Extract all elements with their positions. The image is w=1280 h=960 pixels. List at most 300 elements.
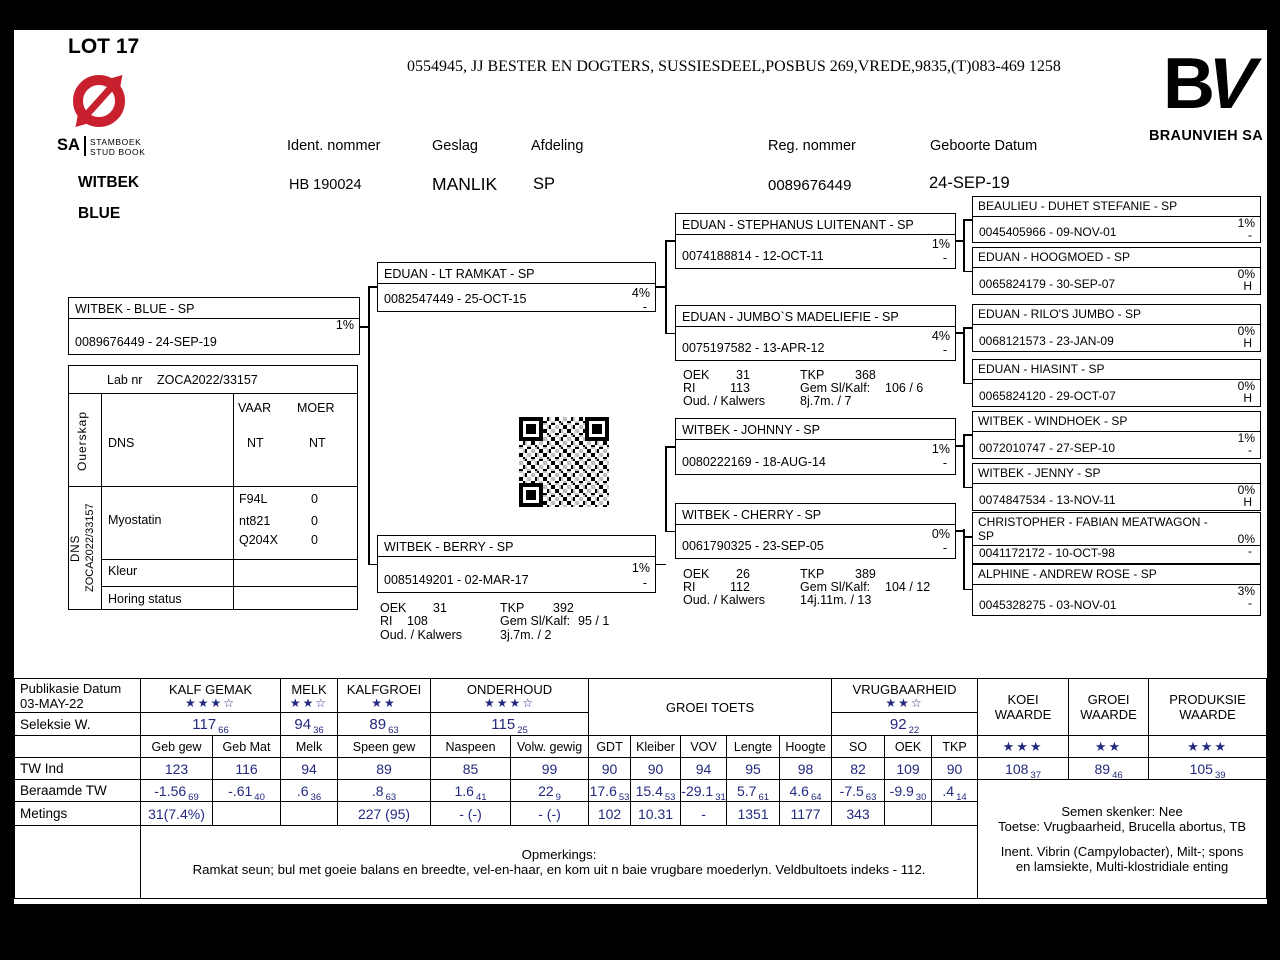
ancestor-name: CHRISTOPHER - FABIAN MEATWAGON - SP [973,513,1260,546]
myostatin-value: 0 [311,514,318,528]
tw-index-value: 98 [780,758,832,780]
measurement-value: - (-) [511,802,589,826]
geslag-label: Geslag [432,138,478,154]
trait-header: Melk [281,736,338,758]
inbreeding-pct: 1% [931,237,950,251]
ebv-value: .4 [942,782,955,799]
ri-label: RI [683,580,696,594]
ebv-value: 1.6 [454,782,474,799]
sire-name: EDUAN - LT RAMKAT - SP [378,263,655,284]
inbreeding-pct: 0% [1237,267,1255,281]
empty-cell [15,826,141,899]
ancestor-reg: 0045405966 - 09-NOV-01 [979,225,1117,239]
ri-value: 113 [730,381,750,395]
oud-kalwers-value: 3j.7m. / 2 [500,628,552,642]
ebv-cell [338,780,431,802]
horn-status: - [642,576,647,590]
horn-status: H [1243,495,1252,509]
oek-label: OEK [380,601,407,615]
accuracy: 9 [555,791,561,802]
gem-sl-kalf-value: 95 / 1 [578,614,610,628]
ebv-value: .6 [296,782,309,799]
lab-dna-box [68,365,358,610]
measurement-value [885,802,932,826]
ebv-cell [681,780,727,802]
star-rating: ★★☆ [289,695,329,710]
ancestor-name: WITBEK - CHERRY - SP [676,504,955,525]
seleksie-value [281,713,338,736]
tkp-label: TKP [800,368,825,382]
oud-kalwers-label: Oud. / Kalwers [683,394,765,408]
pedigree-connector-line [963,536,972,538]
qr-code [519,417,609,507]
horn-status: - [942,541,947,555]
ebv-cell [589,780,631,802]
geslag-value: MANLIK [432,174,498,194]
seleksie-value [431,713,589,736]
horing-status-label: Horing status [108,592,182,606]
oud-kalwers-label: Oud. / Kalwers [683,593,765,607]
measurement-value: 1177 [780,802,832,826]
gem-sl-kalf-label: Gem Sl/Kalf: [500,614,571,628]
animal-name-line2: BLUE [78,205,121,222]
horn-status: - [1248,596,1252,610]
oek-label: OEK [683,368,710,382]
inbreeding-pct: 1% [931,442,950,456]
geboorte-datum-value: 24-SEP-19 [929,174,1010,192]
qr-finder-icon [585,417,609,441]
pedigree-connector-line [963,434,965,488]
pedigree-box-dam [377,535,656,593]
ri-label: RI [683,381,696,395]
ancestor-reg: 0041172172 - 10-OCT-98 [979,546,1115,560]
star-rating: ★★★ [1149,736,1267,758]
ebv-cell [780,780,832,802]
ancestor-name: EDUAN - HIASINT - SP [973,360,1260,380]
index-value: 117 [192,715,217,733]
accuracy: 37 [1030,769,1042,780]
ebv-cell [281,780,338,802]
metings-label: Metings [15,802,141,826]
trait-header: Naspeen [431,736,511,758]
afdeling-value: SP [533,175,556,193]
accuracy: 63 [385,791,397,802]
ancestor-name: EDUAN - RILO'S JUMBO - SP [973,305,1260,325]
qr-finder-icon [519,483,543,507]
dns-row-label: DNS [108,436,135,450]
waarde-index [978,758,1069,780]
measurement-value: - [681,802,727,826]
tkp-value: 368 [855,368,876,382]
ancestor-reg: 0075197582 - 13-APR-12 [682,341,825,355]
pedigree-box-gen3 [675,305,956,361]
pedigree-connector-line [665,531,675,533]
horn-status: - [942,456,947,470]
trait-header: GDT [589,736,631,758]
trait-header: OEK [885,736,932,758]
horn-status: - [1248,544,1252,558]
oek-value: 26 [736,567,750,581]
horn-status: H [1243,279,1252,293]
myostatin-label: Myostatin [108,513,162,527]
horn-status: - [942,251,947,265]
pedigree-connector-line [665,446,675,448]
inbreeding-pct: 3% [1237,584,1255,598]
seleksie-value [338,713,431,736]
tw-index-value: 94 [281,758,338,780]
accuracy: 64 [810,791,822,802]
index-value: 92 [889,715,907,733]
group-vrugbaarheid [832,679,978,713]
breeder-contact-line: 0554945, JJ BESTER EN DOGTERS, SUSSIESDEEL,POSBUS 269,VREDE,9835,(T)083-469 1258 [407,58,1061,75]
dns-moer-value: NT [309,436,326,450]
pedigree-box-gen4 [972,463,1261,511]
trait-header: SO [832,736,885,758]
ebv-value: 4.6 [789,782,809,799]
waarde-index [1149,758,1267,780]
accuracy: 69 [188,791,199,802]
ancestor-name: EDUAN - HOOGMOED - SP [973,248,1260,268]
accuracy: 40 [254,791,265,802]
animal-reg: 0089676449 - 24-SEP-19 [75,335,217,349]
measurement-value: 227 (95) [338,802,431,826]
geboorte-datum-label: Geboorte Datum [930,138,1038,154]
ebv-value: 5.7 [737,782,757,799]
ebv-cell [511,780,589,802]
ancestor-reg: 0072010747 - 27-SEP-10 [979,441,1116,455]
tw-index-value: 123 [141,758,213,780]
reg-nommer-label: Reg. nommer [768,138,856,154]
trait-header: Geb gew [141,736,213,758]
pedigree-connector-line [368,286,377,288]
accuracy: 36 [313,724,324,736]
trait-header: TKP [932,736,978,758]
ri-label: RI [380,614,393,628]
ancestor-reg: 0080222169 - 18-AUG-14 [682,455,826,469]
pedigree-connector-line [665,446,667,532]
measurement-value [213,802,281,826]
tw-index-value: 90 [589,758,631,780]
tw-index-value: 116 [213,758,281,780]
tw-ind-label: TW Ind [15,758,141,780]
ouerskap-vertical-label: Ouerskap [75,410,89,471]
ebv-value: -9.9 [889,782,914,799]
sa-stamboek-logo-icon [62,66,136,141]
group-label: MELK [291,681,327,697]
beraamde-tw-label: Beraamde TW [15,780,141,802]
waarde-index [1069,758,1149,780]
horn-status: - [642,300,647,314]
group-melk [281,679,338,713]
ancestor-reg: 0074188814 - 12-OCT-11 [682,249,824,263]
measurement-value: 10.31 [631,802,681,826]
ebv-cell [213,780,281,802]
tw-index-value: 90 [631,758,681,780]
inbreeding-pct: 0% [1237,483,1255,497]
horn-status: - [1248,443,1252,457]
pedigree-box-gen3 [675,503,956,559]
empty-cell [15,736,141,758]
myostatin-gene: Q204X [239,533,278,547]
braunvieh-mark-icon: BV [1162,44,1259,124]
tw-index-value: 109 [885,758,932,780]
group-label: VRUGBAARHEID [852,681,957,697]
animal-name-line1: WITBEK [78,174,140,191]
oud-kalwers-label: Oud. / Kalwers [380,628,462,642]
vaccination-note: en lamsiekte, Multi-klostridiale enting [1015,859,1229,874]
pedigree-connector-line [963,327,972,329]
pedigree-box-gen3 [675,213,956,269]
tw-index-value: 99 [511,758,589,780]
dns-vertical-label: DNS [70,534,82,562]
accuracy: 41 [475,791,487,802]
seleksie-w-label: Seleksie W. [15,713,141,736]
ancestor-name: WITBEK - WINDHOEK - SP [973,412,1260,432]
group-kalfgroei [338,679,431,713]
braunvieh-label: BRAUNVIEH SA [1149,128,1263,144]
opmerkings-text: Ramkat seun; bul met goeie balans en breedte, vel-en-haar, en kom uit n baie vrugbare moederlyn. Veldbultoets indeks - 112. [192,862,926,877]
ebv-value: .8 [371,782,384,799]
ebv-cell [932,780,978,802]
pedigree-connector-line [963,434,972,436]
index-value: 89 [1094,760,1111,777]
ancestor-reg: 0045328275 - 03-NOV-01 [979,598,1117,612]
inbreeding-pct: 1% [1237,431,1255,445]
opmerkings-cell [141,826,978,899]
tw-index-value: 85 [431,758,511,780]
tkp-label: TKP [800,567,825,581]
accuracy: 63 [388,724,399,736]
group-kalf-gemak [141,679,281,713]
measurement-value [281,802,338,826]
pedigree-box-gen3 [675,418,956,475]
ebv-value: 22 [538,782,554,799]
lot-number: LOT 17 [68,35,140,58]
accuracy: 53 [618,791,630,802]
ancestor-name: BEAULIEU - DUHET STEFANIE - SP [973,197,1260,217]
semen-donor-note: Semen skenker: Nee [1061,804,1183,819]
sa-logo-text: SA [57,136,80,154]
ancestor-name: EDUAN - STEPHANUS LUITENANT - SP [676,214,955,235]
seleksie-value [141,713,281,736]
group-label: KALFGROEI [346,681,422,697]
ebv-cell [727,780,780,802]
pedigree-connector-line [665,240,675,242]
tkp-value: 389 [855,567,876,581]
tkp-label: TKP [500,601,525,615]
ancestor-name: WITBEK - JENNY - SP [973,464,1260,484]
tw-index-value: 94 [681,758,727,780]
braunvieh-logo [1145,40,1267,144]
granddam-fertility-stats [683,368,968,412]
horn-status: H [1243,336,1252,350]
ebv-cell [431,780,511,802]
dns-vaar-value: NT [247,436,264,450]
kleur-label: Kleur [108,564,138,578]
accuracy: 31 [715,791,726,802]
publikasie-datum-value: 03-MAY-22 [20,695,84,711]
star-rating: ★★★ [978,736,1069,758]
oud-kalwers-value: 8j.7m. / 7 [800,394,852,408]
group-koei-waarde: KOEI WAARDE [978,679,1069,736]
ebv-value: -1.56 [154,782,187,799]
vaccination-note: Inent. Vibrin (Campylobacter), Milt-; spons [1000,844,1244,859]
inbreeding-pct: 0% [1237,532,1255,546]
publikasie-datum-cell [15,679,141,713]
pedigree-connector-line [368,564,377,566]
oek-value: 31 [433,601,447,615]
inbreeding-pct: 0% [1237,324,1255,338]
sire-reg: 0082547449 - 25-OCT-15 [384,292,527,306]
gem-sl-kalf-value: 104 / 12 [885,580,931,594]
accuracy: 53 [664,791,676,802]
pedigree-box-gen4 [972,512,1261,564]
measurement-value: 1351 [727,802,780,826]
horn-status: - [942,343,947,357]
pedigree-box-sire [377,262,656,312]
reg-nommer-value: 0089676449 [768,177,852,194]
ri-value: 108 [407,614,428,628]
group-label: GROEI TOETS [665,699,755,715]
pedigree-connector-line [665,240,667,334]
measurement-value: 343 [832,802,885,826]
inbreeding-pct: 0% [931,527,950,541]
ancestor-name: WITBEK - JOHNNY - SP [676,419,955,440]
pedigree-box-gen4 [972,411,1261,459]
gem-sl-kalf-label: Gem Sl/Kalf: [800,381,871,395]
trait-header: Geb Mat [213,736,281,758]
tw-index-value: 90 [932,758,978,780]
star-rating: ★★★☆ [484,695,536,710]
pedigree-connector-line [963,271,972,273]
inbreeding-pct: 1% [1237,216,1255,230]
index-value: 115 [491,715,516,733]
trait-header: VOV [681,736,727,758]
ebv-value: -7.5 [839,782,864,799]
tw-index-value: 89 [338,758,431,780]
pedigree-connector-line [963,219,965,272]
health-notes [978,780,1267,899]
myostatin-gene: nt821 [239,514,271,528]
index-value: 94 [294,715,312,733]
star-rating: ★★★☆ [184,695,237,710]
myostatin-gene: F94L [239,492,268,506]
group-label: ONDERHOUD [466,681,553,697]
oek-value: 31 [736,368,750,382]
accuracy: 30 [915,791,927,802]
group-groei-toets [589,679,832,736]
measurement-value: 31(7.4%) [141,802,213,826]
dam-reg: 0085149201 - 02-MAR-17 [384,573,529,587]
pedigree-box-gen4 [972,247,1261,295]
animal-full-name: WITBEK - BLUE - SP [69,298,359,319]
sa-logo-line1: STAMBOEK [90,137,142,147]
ebv-cell [141,780,213,802]
accuracy: 63 [865,791,877,802]
gem-sl-kalf-value: 106 / 6 [885,381,924,395]
ebv-cell [832,780,885,802]
ancestor-reg: 0074847534 - 13-NOV-11 [979,493,1116,507]
sa-logo-line2: STUD BOOK [90,147,146,157]
pedigree-box-subject [68,297,360,355]
inbreeding-pct: 0% [1237,379,1255,393]
ebv-value: 15.4 [635,782,663,799]
measurement-value: 102 [589,802,631,826]
granddam-fertility-stats [683,567,968,611]
seleksie-value [832,713,978,736]
accuracy: 46 [1112,769,1123,780]
index-value: 89 [369,715,387,733]
inbreeding-pct: 4% [931,329,950,343]
moer-column-header: MOER [297,401,335,415]
vaar-column-header: VAAR [238,401,272,415]
lab-nr-value: ZOCA2022/33157 [157,373,258,387]
ancestor-name: EDUAN - JUMBO`S MADELIEFIE - SP [676,306,955,327]
tw-index-value: 82 [832,758,885,780]
ancestor-reg: 0068121573 - 23-JAN-09 [979,334,1114,348]
ri-value: 112 [730,580,750,594]
ebv-table [14,678,1267,899]
ident-nommer-value: HB 190024 [289,177,362,193]
myostatin-value: 0 [311,492,318,506]
lab-nr-label: Lab nr [107,373,143,387]
qr-finder-icon [519,417,543,441]
star-rating: ★★☆ [885,695,924,710]
star-rating: ★★ [371,695,397,710]
tkp-value: 392 [553,601,574,615]
ebv-value: -.61 [228,782,253,799]
ebv-cell [631,780,681,802]
star-rating: ★★ [1069,736,1149,758]
publikasie-datum-label: Publikasie Datum [20,680,122,696]
pedigree-box-gen4 [972,564,1261,616]
inbreeding-pct: 1% [335,318,354,332]
measurement-value: - (-) [431,802,511,826]
pedigree-box-gen4 [972,196,1261,243]
trait-header: Speen gew [338,736,431,758]
pedigree-connector-line [963,219,972,221]
index-value: 105 [1189,760,1213,777]
ebv-value: -29.1 [681,782,714,799]
accuracy: 14 [956,791,967,802]
afdeling-label: Afdeling [531,138,584,154]
ident-nommer-label: Ident. nommer [287,138,381,154]
group-groei-waarde: GROEI WAARDE [1069,679,1149,736]
ancestor-reg: 0065824179 - 30-SEP-07 [979,277,1116,291]
trait-header: Kleiber [631,736,681,758]
myostatin-value: 0 [311,533,318,547]
measurement-value [932,802,978,826]
horn-status: H [1243,391,1252,405]
oud-kalwers-value: 14j.11m. / 13 [800,593,872,607]
trait-header: Volw. gewig [511,736,589,758]
accuracy: 22 [908,724,920,736]
tw-index-value: 95 [727,758,780,780]
pedigree-connector-line [656,564,666,566]
group-onderhoud [431,679,589,713]
dam-name: WITBEK - BERRY - SP [378,536,655,557]
horn-status: - [1248,228,1252,242]
index-value: 108 [1005,760,1029,777]
ancestor-reg: 0061790325 - 23-SEP-05 [682,539,824,553]
ancestor-reg: 0065824120 - 29-OCT-07 [979,389,1116,403]
pedigree-connector-line [368,286,370,565]
accuracy: 61 [758,791,770,802]
accuracy: 66 [218,724,229,736]
dam-fertility-stats [380,601,665,645]
lab-id-vertical-label: ZOCA2022/33157 [84,503,96,593]
ebv-value: 17.6 [589,782,617,799]
